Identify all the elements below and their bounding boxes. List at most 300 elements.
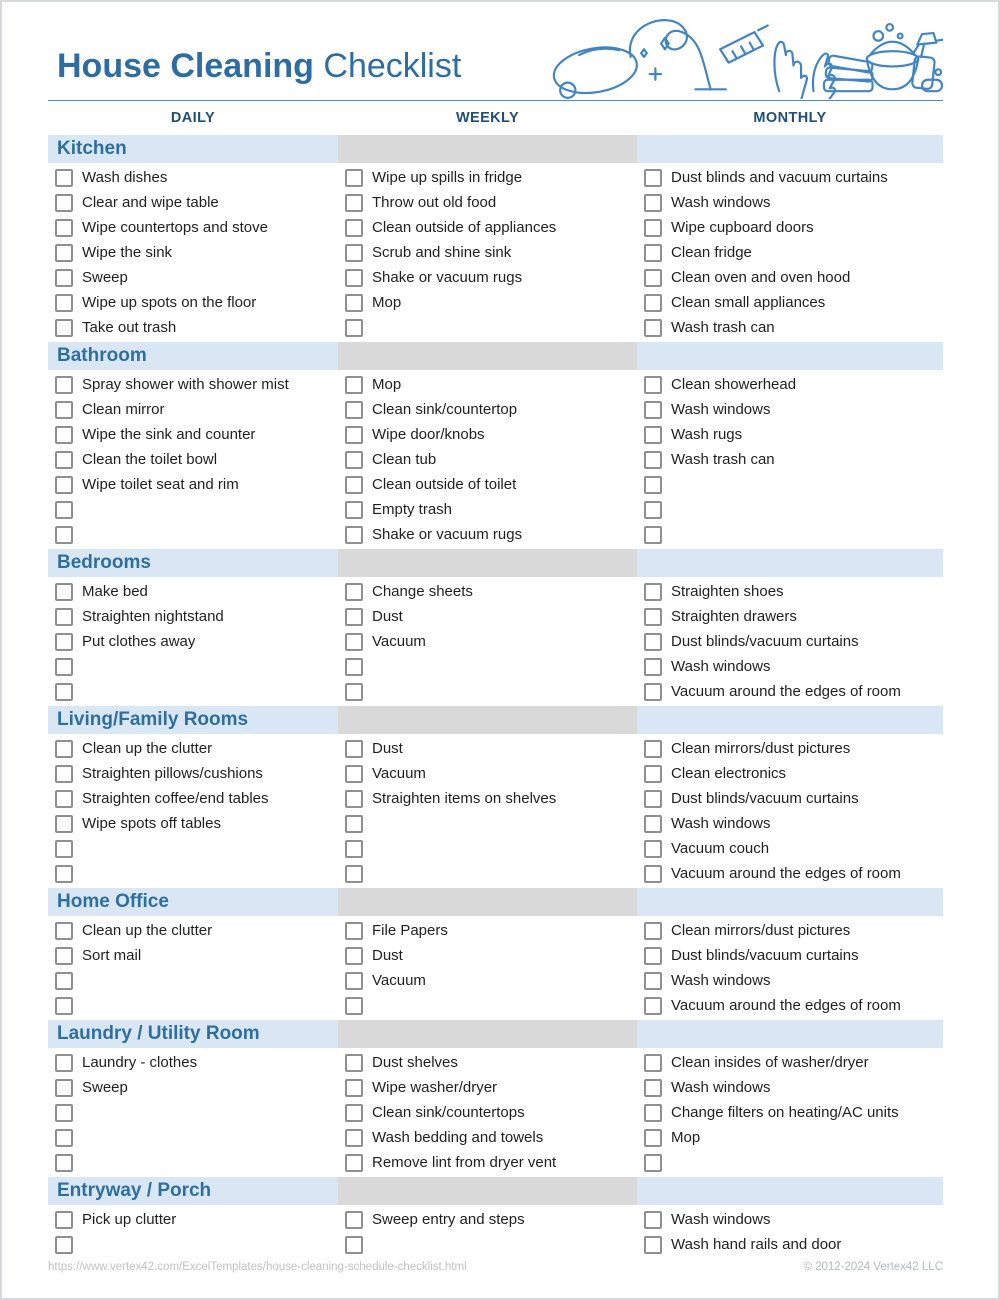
checkbox-weekly[interactable] [345, 865, 363, 883]
checkbox-weekly[interactable] [345, 1104, 363, 1122]
cell-monthly [637, 1150, 943, 1175]
cell-daily [48, 1150, 338, 1175]
item-label-monthly: Wash windows [671, 1211, 771, 1228]
item-label-daily: Make bed [82, 583, 148, 600]
item-label-monthly: Wash trash can [671, 451, 775, 468]
item-label-weekly: Straighten items on shelves [372, 790, 557, 807]
cell-weekly [338, 786, 637, 811]
cell-daily [48, 165, 338, 190]
item-label-daily: Clean mirror [82, 401, 165, 418]
checkbox-daily[interactable] [55, 740, 73, 758]
section-band-monthly [637, 342, 943, 370]
checkbox-weekly[interactable] [345, 1211, 363, 1229]
page-title [57, 47, 461, 86]
checkbox-monthly[interactable] [644, 947, 662, 965]
section-band-weekly [338, 549, 637, 577]
checklist-row [48, 654, 943, 679]
checklist-row [48, 1150, 943, 1175]
checklist-row [48, 472, 943, 497]
item-label-daily: Wash dishes [82, 169, 168, 186]
cell-weekly [338, 497, 637, 522]
checkbox-daily[interactable] [55, 583, 73, 601]
checklist-row [48, 1232, 943, 1257]
item-label-weekly: Dust shelves [372, 1054, 458, 1071]
cell-daily [48, 604, 338, 629]
cell-monthly [637, 397, 943, 422]
cell-weekly [338, 215, 637, 240]
section-band-daily [48, 549, 338, 577]
item-label-weekly: Empty trash [372, 501, 453, 518]
checkbox-monthly[interactable] [644, 219, 662, 237]
checkbox-daily[interactable] [55, 922, 73, 940]
cell-monthly [637, 968, 943, 993]
cell-daily [48, 215, 338, 240]
checkbox-monthly[interactable] [644, 865, 662, 883]
cell-monthly [637, 861, 943, 886]
checklist-row [48, 736, 943, 761]
cell-daily [48, 761, 338, 786]
cell-weekly [338, 372, 637, 397]
column-header-monthly: MONTHLY [753, 110, 827, 126]
checkbox-monthly[interactable] [644, 633, 662, 651]
section-band-daily [48, 1020, 338, 1048]
item-label-weekly: Clean outside of appliances [372, 219, 557, 236]
checkbox-daily[interactable] [55, 765, 73, 783]
checkbox-daily[interactable] [55, 501, 73, 519]
checkbox-monthly[interactable] [644, 790, 662, 808]
checklist-row [48, 918, 943, 943]
checklist-row [48, 993, 943, 1018]
section-rows [48, 736, 943, 886]
page-title-light: Checklist [313, 47, 462, 85]
item-label-monthly: Wash trash can [671, 319, 775, 336]
item-label-monthly: Change filters on heating/AC units [671, 1104, 899, 1121]
checkbox-monthly[interactable] [644, 608, 662, 626]
checkbox-monthly[interactable] [644, 1236, 662, 1254]
checkbox-weekly[interactable] [345, 401, 363, 419]
page-title-bold: House Cleaning [57, 47, 314, 85]
checkbox-daily[interactable] [55, 1211, 73, 1229]
cell-weekly [338, 629, 637, 654]
checkbox-weekly[interactable] [345, 1129, 363, 1147]
item-label-weekly: Change sheets [372, 583, 473, 600]
checklist-row [48, 165, 943, 190]
cell-weekly [338, 679, 637, 704]
checkbox-monthly[interactable] [644, 658, 662, 676]
cell-weekly [338, 1150, 637, 1175]
checkbox-daily[interactable] [55, 947, 73, 965]
item-label-daily: Wipe up spots on the floor [82, 294, 257, 311]
item-label-weekly: Throw out old food [372, 194, 497, 211]
checkbox-weekly[interactable] [345, 972, 363, 990]
cell-weekly [338, 836, 637, 861]
cell-daily [48, 190, 338, 215]
item-label-daily: Wipe spots off tables [82, 815, 221, 832]
checkbox-monthly[interactable] [644, 740, 662, 758]
item-label-monthly: Clean oven and oven hood [671, 269, 851, 286]
section-title: Bathroom [57, 345, 147, 366]
item-label-daily: Wipe toilet seat and rim [82, 476, 239, 493]
item-label-weekly: Shake or vacuum rugs [372, 269, 523, 286]
column-headers [48, 101, 943, 135]
checkbox-weekly[interactable] [345, 790, 363, 808]
cell-monthly [637, 215, 943, 240]
item-label-daily: Clean the toilet bowl [82, 451, 218, 468]
item-label-daily: Laundry - clothes [82, 1054, 198, 1071]
checkbox-monthly[interactable] [644, 319, 662, 337]
item-label-monthly: Dust blinds/vacuum curtains [671, 633, 859, 650]
checklist-row [48, 497, 943, 522]
item-label-weekly: Dust [372, 740, 403, 757]
checkbox-weekly[interactable] [345, 269, 363, 287]
cell-daily [48, 1207, 338, 1232]
checkbox-daily[interactable] [55, 244, 73, 262]
sections [48, 135, 943, 1257]
cell-daily [48, 654, 338, 679]
section-living-family-rooms [48, 706, 943, 886]
column-header-daily: DAILY [170, 110, 216, 126]
page-header [48, 2, 943, 101]
cell-weekly [338, 861, 637, 886]
section-band-monthly [637, 888, 943, 916]
section-title: Kitchen [57, 138, 127, 159]
cell-monthly [637, 993, 943, 1018]
cell-monthly [637, 1232, 943, 1257]
cell-monthly [637, 472, 943, 497]
item-label-monthly: Wash windows [671, 658, 771, 675]
cell-monthly [637, 736, 943, 761]
item-label-daily: Sort mail [82, 947, 142, 964]
checkbox-monthly[interactable] [644, 451, 662, 469]
section-band-monthly [637, 706, 943, 734]
cell-daily [48, 472, 338, 497]
cell-daily [48, 918, 338, 943]
cell-daily [48, 240, 338, 265]
checkbox-weekly[interactable] [345, 1154, 363, 1172]
item-label-weekly: Vacuum [372, 765, 426, 782]
cell-daily [48, 1075, 338, 1100]
checklist-row [48, 861, 943, 886]
checkbox-monthly[interactable] [644, 526, 662, 544]
checkbox-weekly[interactable] [345, 376, 363, 394]
vacuum-cleaner-icon [550, 20, 726, 99]
checkbox-monthly[interactable] [644, 1129, 662, 1147]
checkbox-daily[interactable] [55, 633, 73, 651]
checkbox-weekly[interactable] [345, 194, 363, 212]
scrub-brush-icon [720, 25, 768, 62]
checkbox-daily[interactable] [55, 526, 73, 544]
section-laundry-utility-room [48, 1020, 943, 1175]
section-header-band [48, 706, 943, 734]
cell-weekly [338, 1100, 637, 1125]
checkbox-monthly[interactable] [644, 1054, 662, 1072]
checkbox-weekly[interactable] [345, 1236, 363, 1254]
cell-weekly [338, 1050, 637, 1075]
checklist-row [48, 397, 943, 422]
cell-weekly [338, 422, 637, 447]
cell-weekly [338, 190, 637, 215]
checkbox-weekly[interactable] [345, 1079, 363, 1097]
checklist-row [48, 422, 943, 447]
cell-daily [48, 1100, 338, 1125]
checkbox-daily[interactable] [55, 269, 73, 287]
cell-monthly [637, 761, 943, 786]
checkbox-monthly[interactable] [644, 1211, 662, 1229]
checkbox-daily[interactable] [55, 840, 73, 858]
item-label-weekly: Sweep entry and steps [372, 1211, 525, 1228]
checkbox-weekly[interactable] [345, 526, 363, 544]
cell-monthly [637, 579, 943, 604]
checkbox-daily[interactable] [55, 219, 73, 237]
section-band-daily [48, 342, 338, 370]
checkbox-weekly[interactable] [345, 815, 363, 833]
item-label-weekly: Clean sink/countertops [372, 1104, 525, 1121]
item-label-daily: Clean up the clutter [82, 922, 213, 939]
item-label-monthly: Straighten shoes [671, 583, 784, 600]
cell-monthly [637, 1050, 943, 1075]
item-label-monthly: Vacuum around the edges of room [671, 997, 901, 1014]
checkbox-monthly[interactable] [644, 922, 662, 940]
checkbox-monthly[interactable] [644, 194, 662, 212]
cell-weekly [338, 604, 637, 629]
cell-daily [48, 397, 338, 422]
cell-weekly [338, 943, 637, 968]
checkbox-daily[interactable] [55, 1236, 73, 1254]
item-label-daily: Sweep [82, 269, 128, 286]
item-label-weekly: Dust [372, 947, 403, 964]
cell-monthly [637, 629, 943, 654]
cell-daily [48, 736, 338, 761]
checkbox-daily[interactable] [55, 1104, 73, 1122]
checklist-row [48, 968, 943, 993]
checkbox-weekly[interactable] [345, 683, 363, 701]
cell-weekly [338, 761, 637, 786]
checkbox-monthly[interactable] [644, 683, 662, 701]
checkbox-monthly[interactable] [644, 840, 662, 858]
cell-daily [48, 861, 338, 886]
checkbox-monthly[interactable] [644, 972, 662, 990]
checkbox-weekly[interactable] [345, 1054, 363, 1072]
section-title: Entryway / Porch [57, 1180, 212, 1201]
checkbox-weekly[interactable] [345, 294, 363, 312]
item-label-monthly: Wash windows [671, 815, 771, 832]
cell-monthly [637, 447, 943, 472]
cell-daily [48, 679, 338, 704]
item-label-weekly: Dust [372, 608, 403, 625]
section-rows [48, 1207, 943, 1257]
item-label-monthly: Clean fridge [671, 244, 752, 261]
cell-monthly [637, 1207, 943, 1232]
item-label-weekly: Wipe up spills in fridge [372, 169, 523, 186]
item-label-daily: Wipe the sink and counter [82, 426, 256, 443]
item-label-daily: Spray shower with shower mist [82, 376, 289, 393]
checkbox-daily[interactable] [55, 451, 73, 469]
checkbox-daily[interactable] [55, 194, 73, 212]
checkbox-weekly[interactable] [345, 219, 363, 237]
sparkle-icon [641, 38, 669, 80]
section-band-weekly [338, 1020, 637, 1048]
item-label-daily: Put clothes away [82, 633, 196, 650]
cell-daily [48, 447, 338, 472]
checklist-row [48, 215, 943, 240]
section-kitchen [48, 135, 943, 340]
checklist-row [48, 1050, 943, 1075]
checklist-row [48, 679, 943, 704]
checkbox-weekly[interactable] [345, 608, 363, 626]
checkbox-weekly[interactable] [345, 501, 363, 519]
item-label-daily: Straighten coffee/end tables [82, 790, 269, 807]
checkbox-daily[interactable] [55, 1079, 73, 1097]
item-label-monthly: Straighten drawers [671, 608, 797, 625]
item-label-monthly: Clean insides of washer/dryer [671, 1054, 869, 1071]
cell-daily [48, 993, 338, 1018]
checkbox-monthly[interactable] [644, 765, 662, 783]
checkbox-weekly[interactable] [345, 451, 363, 469]
section-rows [48, 579, 943, 704]
checkbox-daily[interactable] [55, 376, 73, 394]
item-label-weekly: Clean tub [372, 451, 437, 468]
checkbox-weekly[interactable] [345, 319, 363, 337]
checkbox-weekly[interactable] [345, 583, 363, 601]
item-label-monthly: Clean mirrors/dust pictures [671, 740, 851, 757]
cell-weekly [338, 315, 637, 340]
checklist-row [48, 290, 943, 315]
checkbox-daily[interactable] [55, 1054, 73, 1072]
cell-weekly [338, 1232, 637, 1257]
checkbox-weekly[interactable] [345, 426, 363, 444]
cell-monthly [637, 1100, 943, 1125]
checkbox-daily[interactable] [55, 972, 73, 990]
checklist-row [48, 1075, 943, 1100]
checkbox-monthly[interactable] [644, 426, 662, 444]
section-header-band [48, 342, 943, 370]
checkbox-weekly[interactable] [345, 840, 363, 858]
checkbox-monthly[interactable] [644, 815, 662, 833]
item-label-daily: Pick up clutter [82, 1211, 177, 1228]
section-title: Bedrooms [57, 552, 151, 573]
cell-weekly [338, 472, 637, 497]
item-label-monthly: Vacuum couch [671, 840, 770, 857]
item-label-daily: Sweep [82, 1079, 128, 1096]
checkbox-daily[interactable] [55, 997, 73, 1015]
checklist-row [48, 372, 943, 397]
section-entryway-porch [48, 1177, 943, 1257]
checkbox-weekly[interactable] [345, 947, 363, 965]
checklist-row [48, 811, 943, 836]
section-title: Home Office [57, 891, 169, 912]
checkbox-daily[interactable] [55, 865, 73, 883]
cell-daily [48, 497, 338, 522]
cell-daily [48, 290, 338, 315]
checkbox-weekly[interactable] [345, 169, 363, 187]
footer-copyright: © 2012-2024 Vertex42 LLC [803, 1261, 943, 1273]
checkbox-monthly[interactable] [644, 269, 662, 287]
checkbox-daily[interactable] [55, 294, 73, 312]
checkbox-weekly[interactable] [345, 922, 363, 940]
cell-daily [48, 943, 338, 968]
section-header-band [48, 549, 943, 577]
cell-weekly [338, 993, 637, 1018]
section-home-office [48, 888, 943, 1018]
cell-weekly [338, 1125, 637, 1150]
checklist-row [48, 190, 943, 215]
checkbox-weekly[interactable] [345, 658, 363, 676]
cell-monthly [637, 918, 943, 943]
footer-url[interactable]: https://www.vertex42.com/ExcelTemplates/house-cleaning-schedule-checklist.html [48, 1261, 467, 1273]
section-band-monthly [637, 1177, 943, 1205]
checkbox-daily[interactable] [55, 319, 73, 337]
item-label-weekly: Vacuum [372, 633, 426, 650]
checkbox-daily[interactable] [55, 476, 73, 494]
checkbox-daily[interactable] [55, 815, 73, 833]
checkbox-daily[interactable] [55, 658, 73, 676]
cell-weekly [338, 290, 637, 315]
item-label-monthly: Wipe cupboard doors [671, 219, 814, 236]
cell-weekly [338, 579, 637, 604]
checkbox-weekly[interactable] [345, 244, 363, 262]
checkbox-daily[interactable] [55, 608, 73, 626]
checkbox-monthly[interactable] [644, 997, 662, 1015]
cell-weekly [338, 1207, 637, 1232]
section-header-band [48, 888, 943, 916]
cell-weekly [338, 165, 637, 190]
cell-weekly [338, 736, 637, 761]
checklist-row [48, 579, 943, 604]
cell-weekly [338, 811, 637, 836]
checkbox-weekly[interactable] [345, 740, 363, 758]
checkbox-weekly[interactable] [345, 765, 363, 783]
cell-monthly [637, 497, 943, 522]
checkbox-weekly[interactable] [345, 997, 363, 1015]
checkbox-monthly[interactable] [644, 294, 662, 312]
checkbox-daily[interactable] [55, 169, 73, 187]
checklist-row [48, 786, 943, 811]
checklist-row [48, 1100, 943, 1125]
checkbox-monthly[interactable] [644, 583, 662, 601]
section-rows [48, 1050, 943, 1175]
cell-daily [48, 836, 338, 861]
checkbox-monthly[interactable] [644, 244, 662, 262]
checklist-row [48, 604, 943, 629]
checkbox-monthly[interactable] [644, 501, 662, 519]
cell-weekly [338, 654, 637, 679]
checkbox-monthly[interactable] [644, 376, 662, 394]
checkbox-monthly[interactable] [644, 1154, 662, 1172]
cell-monthly [637, 422, 943, 447]
checkbox-daily[interactable] [55, 426, 73, 444]
item-label-monthly: Wash windows [671, 972, 771, 989]
section-band-monthly [637, 549, 943, 577]
checklist-row [48, 629, 943, 654]
cell-weekly [338, 397, 637, 422]
checkbox-daily[interactable] [55, 790, 73, 808]
checkbox-weekly[interactable] [345, 633, 363, 651]
section-band-daily [48, 706, 338, 734]
checkbox-daily[interactable] [55, 683, 73, 701]
column-header-weekly: WEEKLY [455, 110, 520, 126]
checkbox-daily[interactable] [55, 1154, 73, 1172]
checkbox-monthly[interactable] [644, 401, 662, 419]
item-label-weekly: Vacuum [372, 972, 426, 989]
checkbox-monthly[interactable] [644, 1104, 662, 1122]
item-label-monthly: Clean mirrors/dust pictures [671, 922, 851, 939]
checkbox-weekly[interactable] [345, 476, 363, 494]
checkbox-monthly[interactable] [644, 1079, 662, 1097]
checkbox-monthly[interactable] [644, 169, 662, 187]
checkbox-daily[interactable] [55, 1129, 73, 1147]
checkbox-monthly[interactable] [644, 476, 662, 494]
checkbox-daily[interactable] [55, 401, 73, 419]
